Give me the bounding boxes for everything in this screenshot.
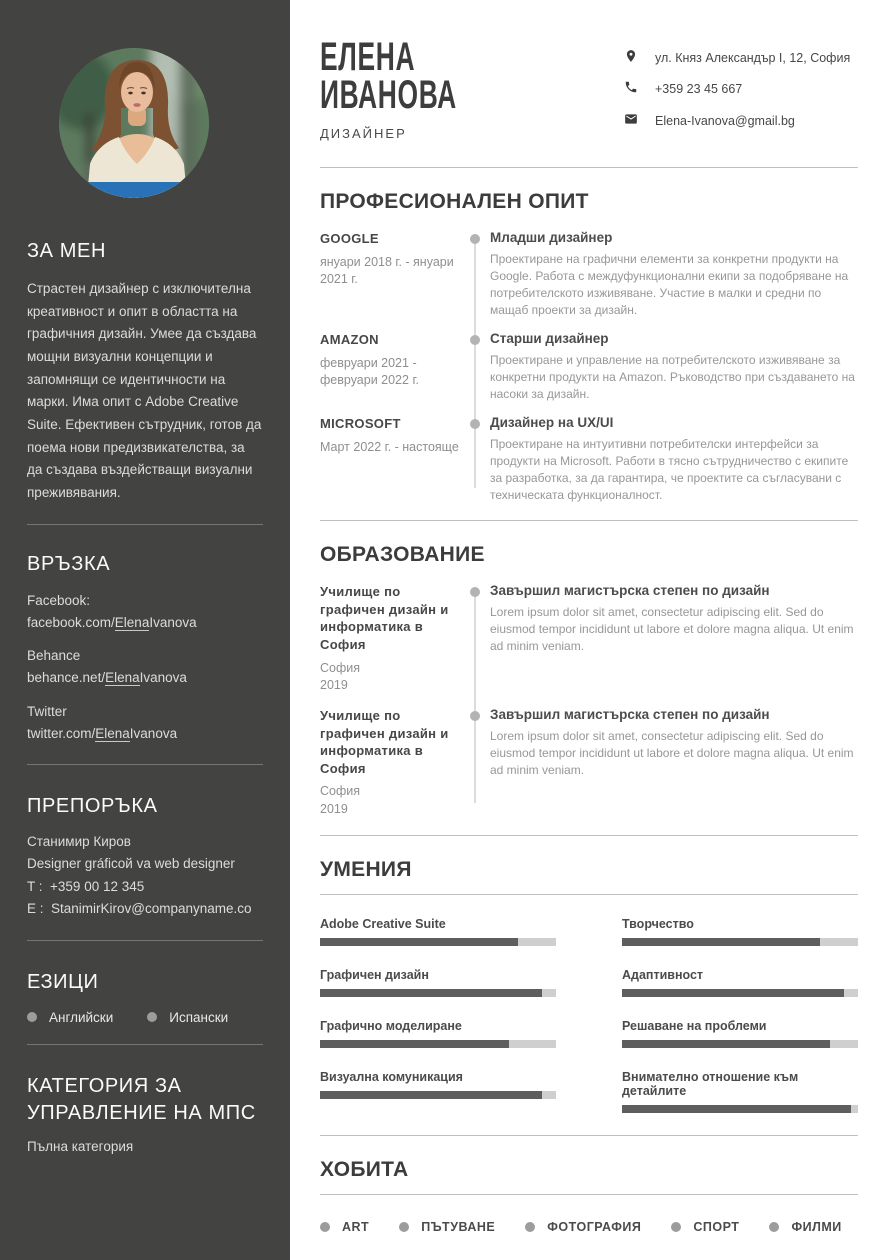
- hobby-label: ФОТОГРАФИЯ: [547, 1219, 642, 1234]
- behance-link[interactable]: [27, 667, 262, 689]
- graduation-year: 2019: [320, 801, 348, 816]
- contact-address-text: ул. Княз Александър I, 12, София: [655, 51, 851, 65]
- bullet-dot-icon: [769, 1222, 779, 1232]
- degree-description: Lorem ipsum dolor sit amet, consectetur adipiscing elit. Sed do eiusmod tempor incididunt ut labore et dolore magna aliqua. Ut enim ad minim veniam.: [490, 605, 854, 654]
- skill-bar-fill: [320, 989, 542, 997]
- last-name: ИВАНОВА: [320, 73, 457, 117]
- role-title: ДИЗАЙНЕР: [320, 126, 407, 141]
- job-title: Дизайнер на UX/UI: [490, 415, 614, 431]
- phone-icon: [624, 80, 638, 94]
- school-city: София: [320, 784, 361, 799]
- date-range: Март 2022 г. - настояще: [320, 439, 459, 454]
- skill-bar-fill: [622, 989, 844, 997]
- experience-section: [320, 190, 858, 504]
- job-title: Младши дизайнер: [490, 230, 613, 245]
- skill-bar-fill: [320, 1040, 509, 1048]
- bullet-dot-icon: [147, 1012, 157, 1022]
- contact-phone-text: +359 23 45 667: [655, 82, 743, 97]
- hobbies-list: [320, 1220, 858, 1234]
- reference-role: Designer gráficoй va web designer: [27, 856, 235, 872]
- first-name: ЕЛЕНА: [320, 35, 416, 79]
- reference-section: [0, 793, 290, 921]
- timeline-line: [474, 591, 476, 802]
- contact-phone: [624, 81, 858, 97]
- language-label: Английски: [49, 1009, 114, 1025]
- skill-item: [622, 1070, 858, 1113]
- about-title: ЗА МЕН: [27, 240, 107, 262]
- education-entry: [320, 707, 858, 819]
- experience-entry: [320, 415, 858, 504]
- link-label: Facebook:: [27, 592, 91, 608]
- section-divider: [320, 520, 858, 521]
- skill-bar-track: [622, 1105, 858, 1113]
- experience-entry-right: [490, 415, 858, 504]
- twitter-link[interactable]: [27, 723, 262, 745]
- driving-title: КАТЕГОРИЯ ЗА УПРАВЛЕНИЕ НА МПС: [27, 1074, 256, 1124]
- education-entries: [320, 583, 858, 818]
- languages-section: [0, 969, 290, 1025]
- skill-bar-fill: [622, 938, 820, 946]
- hobby-label: ПЪТУВАНЕ: [421, 1219, 496, 1234]
- section-divider: [320, 894, 858, 895]
- links-title: ВРЪЗКА: [27, 552, 111, 575]
- link-url-rest: Ivanova: [149, 614, 197, 630]
- hobby-label: ФИЛМИ: [791, 1219, 842, 1234]
- hobby-item: [525, 1220, 641, 1234]
- sidebar: [0, 0, 290, 1260]
- bullet-dot-icon: [525, 1222, 535, 1232]
- main-content: [290, 0, 894, 1260]
- skill-bar-fill: [320, 1091, 542, 1099]
- skill-bar-fill: [320, 938, 518, 946]
- section-divider: [320, 1194, 858, 1195]
- reference-email: StanimirKirov@companyname.co: [51, 901, 252, 917]
- link-url-prefix: facebook.com/: [27, 614, 115, 630]
- skill-item: [320, 1070, 556, 1113]
- degree-title: Завършил магистърска степен по дизайн: [490, 707, 770, 723]
- timeline-dot-icon: [470, 419, 480, 429]
- education-entry-right: [490, 707, 858, 819]
- timeline-dot-icon: [470, 234, 480, 244]
- link-url-prefix: twitter.com/: [27, 726, 96, 742]
- company-name: GOOGLE: [320, 231, 379, 246]
- skill-bar-track: [622, 938, 858, 946]
- company-name: AMAZON: [320, 332, 379, 348]
- school-name: Училище по графичен дизайн и информатика в София: [320, 584, 449, 652]
- language-label: Испански: [169, 1009, 229, 1025]
- reference-title: ПРЕПОРЪКА: [27, 794, 158, 817]
- job-description: Проектиране на интуитивни потребителски интерфейси за продукти на Microsoft. Работи в тясно сътрудничество с екипите за разработка, за да гарантира, че проектите са съгласувани с техническата функционалност.: [490, 437, 849, 503]
- skill-label: Графично моделиране: [320, 1018, 462, 1033]
- skills-section: [320, 858, 858, 1113]
- hobby-item: [399, 1220, 495, 1234]
- skill-bar-fill: [622, 1040, 830, 1048]
- driving-section: [0, 1073, 290, 1154]
- bullet-dot-icon: [320, 1222, 330, 1232]
- skills-title: УМЕНИЯ: [320, 857, 412, 881]
- hobby-item: [769, 1220, 841, 1234]
- reference-phone: +359 00 12 345: [50, 878, 145, 894]
- reference-email-line: [27, 898, 262, 920]
- contact-email: [624, 113, 858, 129]
- bullet-dot-icon: [671, 1222, 681, 1232]
- school-city: София: [320, 660, 361, 675]
- skill-item: [622, 1019, 858, 1048]
- experience-entry-right: [490, 230, 858, 319]
- skill-bar-track: [320, 1040, 556, 1048]
- sidebar-divider: [27, 524, 263, 525]
- education-entry: [320, 583, 858, 695]
- timeline-dot-icon: [470, 587, 480, 597]
- skill-bar-track: [622, 989, 858, 997]
- email-icon: [624, 112, 638, 126]
- hobbies-section: [320, 1158, 858, 1234]
- skill-label: Визуална комуникация: [320, 1069, 463, 1084]
- reference-phone-line: [27, 876, 262, 898]
- skill-item: [622, 968, 858, 997]
- sidebar-divider: [27, 764, 263, 765]
- skills-grid: [320, 917, 858, 1113]
- links-section: [0, 551, 290, 745]
- job-title: Старши дизайнер: [490, 331, 609, 347]
- skill-label: Решаване на проблеми: [622, 1018, 767, 1033]
- education-title: ОБРАЗОВАНИЕ: [320, 543, 485, 567]
- link-label: Behance: [27, 648, 81, 664]
- section-divider: [320, 167, 858, 168]
- timeline-line: [474, 238, 476, 488]
- experience-entry-left: [320, 415, 460, 504]
- company-name: MICROSOFT: [320, 416, 401, 432]
- skill-item: [622, 917, 858, 946]
- skill-label: Внимателно отношение към детайлите: [622, 1069, 799, 1098]
- link-url-underlined: Elena: [105, 670, 140, 686]
- skill-bar-track: [622, 1040, 858, 1048]
- reference-name: Станимир Киров: [27, 833, 131, 849]
- hobbies-title: ХОБИТА: [320, 1157, 409, 1181]
- facebook-link[interactable]: [27, 612, 262, 634]
- link-url-underlined: Elena: [95, 726, 130, 742]
- skill-label: Адаптивност: [622, 967, 704, 982]
- location-pin-icon: [624, 49, 638, 63]
- skill-bar-track: [320, 989, 556, 997]
- link-url-rest: Ivanova: [139, 670, 187, 686]
- link-url-rest: Ivanova: [129, 726, 178, 742]
- skill-label: Графичен дизайн: [320, 967, 429, 982]
- link-item-behance: [27, 645, 262, 689]
- skill-bar-track: [320, 1091, 556, 1099]
- bullet-dot-icon: [27, 1012, 37, 1022]
- language-item: [27, 1010, 113, 1025]
- skill-item: [320, 917, 556, 946]
- bullet-dot-icon: [399, 1222, 409, 1232]
- about-text: Страстен дизайнер с изключителна креативност и опит в областта на графичния дизайн. Умее да създава мощни визуални концепции и запомнящи се идентичности на марки. Има опит с Adobe Creative Suite. Ефективен сътрудник, готов да поема нови предизвикателства, за да създава въздействащи визуални преживявания.: [27, 281, 262, 501]
- graduation-year: 2019: [320, 678, 348, 693]
- hobby-label: СПОРТ: [693, 1219, 740, 1234]
- about-section: [0, 238, 290, 505]
- section-divider: [320, 835, 858, 836]
- link-item-facebook: [27, 590, 262, 634]
- experience-entry: [320, 331, 858, 403]
- job-description: Проектиране на графични елементи за конкретни продукти на Google. Работа с междуфункционални екипи за подобряване на потребителското изживяване. Участие в малки и средни по мащаб проекти за дизайн.: [490, 252, 849, 318]
- skill-bar-track: [320, 938, 556, 946]
- skill-bar-fill: [622, 1105, 851, 1113]
- date-range: февруари 2021 - февруари 2022 г.: [320, 355, 419, 388]
- contact-email-text: Elena-Ivanova@gmail.bg: [655, 113, 795, 128]
- profile-photo-illustration: [59, 48, 209, 198]
- link-url-prefix: behance.net/: [27, 670, 106, 686]
- experience-entry-left: [320, 230, 460, 319]
- sidebar-divider: [27, 940, 263, 941]
- sidebar-divider: [27, 1044, 263, 1045]
- education-entry-right: [490, 583, 858, 695]
- experience-entry: [320, 230, 858, 319]
- profile-photo: [59, 48, 209, 198]
- timeline-dot-icon: [470, 335, 480, 345]
- languages-title: ЕЗИЦИ: [27, 970, 99, 993]
- contact-list: [624, 38, 858, 141]
- school-name: Училище по графичен дизайн и информатика в София: [320, 708, 449, 776]
- skill-item: [320, 968, 556, 997]
- reference-phone-label: T :: [27, 878, 43, 894]
- link-url-underlined: Elena: [114, 614, 150, 630]
- hobby-item: [320, 1220, 369, 1234]
- hobby-item: [671, 1220, 739, 1234]
- timeline-dot-icon: [470, 711, 480, 721]
- education-section: [320, 543, 858, 818]
- experience-entry-right: [490, 331, 858, 403]
- skill-item: [320, 1019, 556, 1048]
- education-entry-left: [320, 583, 460, 695]
- skill-label: Творчество: [622, 916, 694, 931]
- link-item-twitter: [27, 701, 262, 745]
- job-description: Проектиране и управление на потребителското изживяване за конкретни продукти на Amazon. Ръководство при създаването на насоки за дизайн.: [490, 353, 855, 402]
- name-block: [320, 35, 588, 141]
- link-label: Twitter: [27, 704, 67, 720]
- degree-title: Завършил магистърска степен по дизайн: [490, 583, 770, 599]
- education-entry-left: [320, 707, 460, 819]
- contact-address: [624, 50, 858, 66]
- driving-text: Пълна категория: [27, 1138, 134, 1154]
- reference-email-label: E :: [27, 901, 44, 917]
- header: [320, 35, 858, 141]
- language-item: [147, 1010, 228, 1025]
- hobby-label: ART: [342, 1219, 370, 1234]
- skill-label: Adobe Creative Suite: [320, 916, 446, 931]
- degree-description: Lorem ipsum dolor sit amet, consectetur adipiscing elit. Sed do eiusmod tempor incididunt ut labore et dolore magna aliqua. Ut enim ad minim veniam.: [490, 729, 854, 778]
- experience-entries: [320, 230, 858, 504]
- section-divider: [320, 1135, 858, 1136]
- date-range: януари 2018 г. - януари 2021 г.: [320, 254, 454, 287]
- experience-title: ПРОФЕСИОНАЛЕН ОПИТ: [320, 190, 589, 213]
- experience-entry-left: [320, 331, 460, 403]
